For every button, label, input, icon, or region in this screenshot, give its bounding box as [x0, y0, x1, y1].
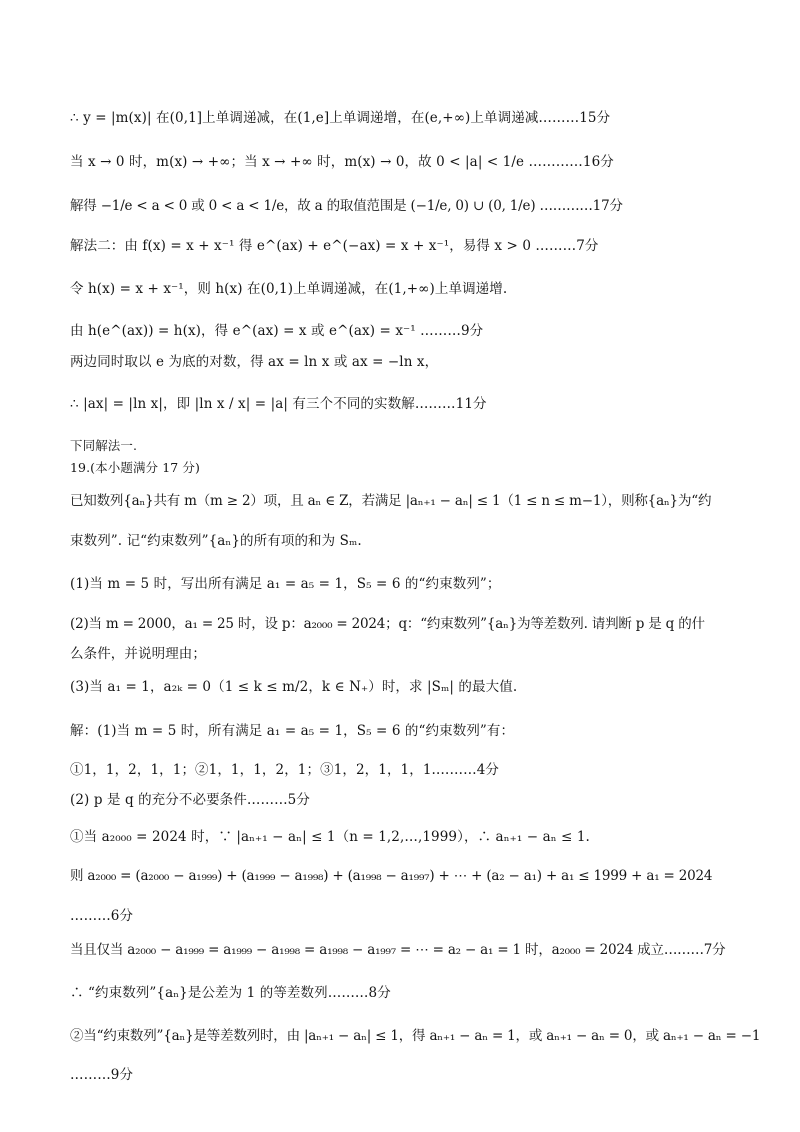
solution-line: ∴ |ax| = |ln x|，即 |ln x / x| = |a| 有三个不同的实数解………11分 [70, 396, 487, 412]
answer-line: 则 a₂₀₀₀ = (a₂₀₀₀ − a₁₉₉₉) + (a₁₉₉₉ − a₁₉₉₈) + (a₁₉₉₈ − a₁₉₉₇) + ⋯ + (a₂ − a₁) + a₁ ≤ 1999 + a₁ = 2024 [70, 868, 713, 884]
answer-line: ②当“约束数列”{aₙ}是等差数列时，由 |aₙ₊₁ − aₙ| ≤ 1，得 aₙ₊₁ − aₙ = 1，或 aₙ₊₁ − aₙ = 0，或 aₙ₊₁ − aₙ = −1 [70, 1028, 761, 1044]
problem-stem: 已知数列{aₙ}共有 m（m ≥ 2）项，且 aₙ ∈ Z，若满足 |aₙ₊₁ − aₙ| ≤ 1（1 ≤ n ≤ m−1），则称{aₙ}为“约 [70, 493, 712, 509]
answer-line: ………6分 [70, 908, 134, 924]
solution-line: 由 h(e^(ax)) = h(x)，得 e^(ax) = x 或 e^(ax) = x⁻¹ ………9分 [70, 323, 484, 339]
question-2: 么条件，并说明理由； [70, 646, 206, 662]
answer-line: 解：(1)当 m = 5 时，所有满足 a₁ = a₅ = 1，S₅ = 6 的“约束数列”有： [70, 723, 515, 739]
solution-line: 令 h(x) = x + x⁻¹，则 h(x) 在(0,1)上单调递减，在(1,+∞)上单调递增. [70, 281, 508, 297]
solution-line: 两边同时取以 e 为底的对数，得 ax = ln x 或 ax = −ln x， [70, 354, 439, 370]
solution-line: 解得 −1/e < a < 0 或 0 < a < 1/e，故 a 的取值范围是 (−1/e, 0) ∪ (0, 1/e) …………17分 [70, 198, 623, 214]
solution-line: ∴ y = |m(x)| 在(0,1]上单调递减，在(1,e]上单调递增，在(e,+∞)上单调递减………15分 [70, 110, 611, 126]
answer-line: (2) p 是 q 的充分不必要条件………5分 [70, 792, 310, 808]
answer-line: ①1，1，2，1，1；②1，1，1，2，1；③1，2，1，1，1.………4分 [70, 762, 500, 778]
question-3: (3)当 a₁ = 1，a₂ₖ = 0（1 ≤ k ≤ m/2，k ∈ N₊）时，求 |Sₘ| 的最大值. [70, 679, 518, 695]
solution-line: 下同解法一. [70, 438, 138, 453]
question-1: (1)当 m = 5 时，写出所有满足 a₁ = a₅ = 1，S₅ = 6 的“约束数列”； [70, 576, 501, 592]
answer-line: 当且仅当 a₂₀₀₀ − a₁₉₉₉ = a₁₉₉₉ − a₁₉₉₈ = a₁₉₉₈ − a₁₉₉₇ = ⋯ = a₂ − a₁ = 1 时，a₂₀₀₀ = 2024 成立………7分 [70, 942, 726, 958]
question-2: (2)当 m = 2000，a₁ = 25 时，设 p：a₂₀₀₀ = 2024；q：“约束数列”{aₙ}为等差数列. 请判断 p 是 q 的什 [70, 616, 705, 632]
problem-stem: 束数列”. 记“约束数列”{aₙ}的所有项的和为 Sₘ. [70, 533, 362, 549]
answer-line: ………9分 [70, 1067, 134, 1083]
answer-line: ①当 a₂₀₀₀ = 2024 时，∵ |aₙ₊₁ − aₙ| ≤ 1（n = 1,2,…,1999），∴ aₙ₊₁ − aₙ ≤ 1. [70, 829, 590, 845]
solution-line: 当 x → 0 时，m(x) → +∞；当 x → +∞ 时，m(x) → 0，故 0 < |a| < 1/e …………16分 [70, 154, 614, 170]
solution-line: 解法二：由 f(x) = x + x⁻¹ 得 e^(ax) + e^(−ax) = x + x⁻¹，易得 x > 0 ………7分 [70, 238, 599, 254]
problem-header: 19.(本小题满分 17 分) [70, 460, 200, 475]
answer-line: ∴ “约束数列”{aₙ}是公差为 1 的等差数列………8分 [70, 985, 391, 1001]
